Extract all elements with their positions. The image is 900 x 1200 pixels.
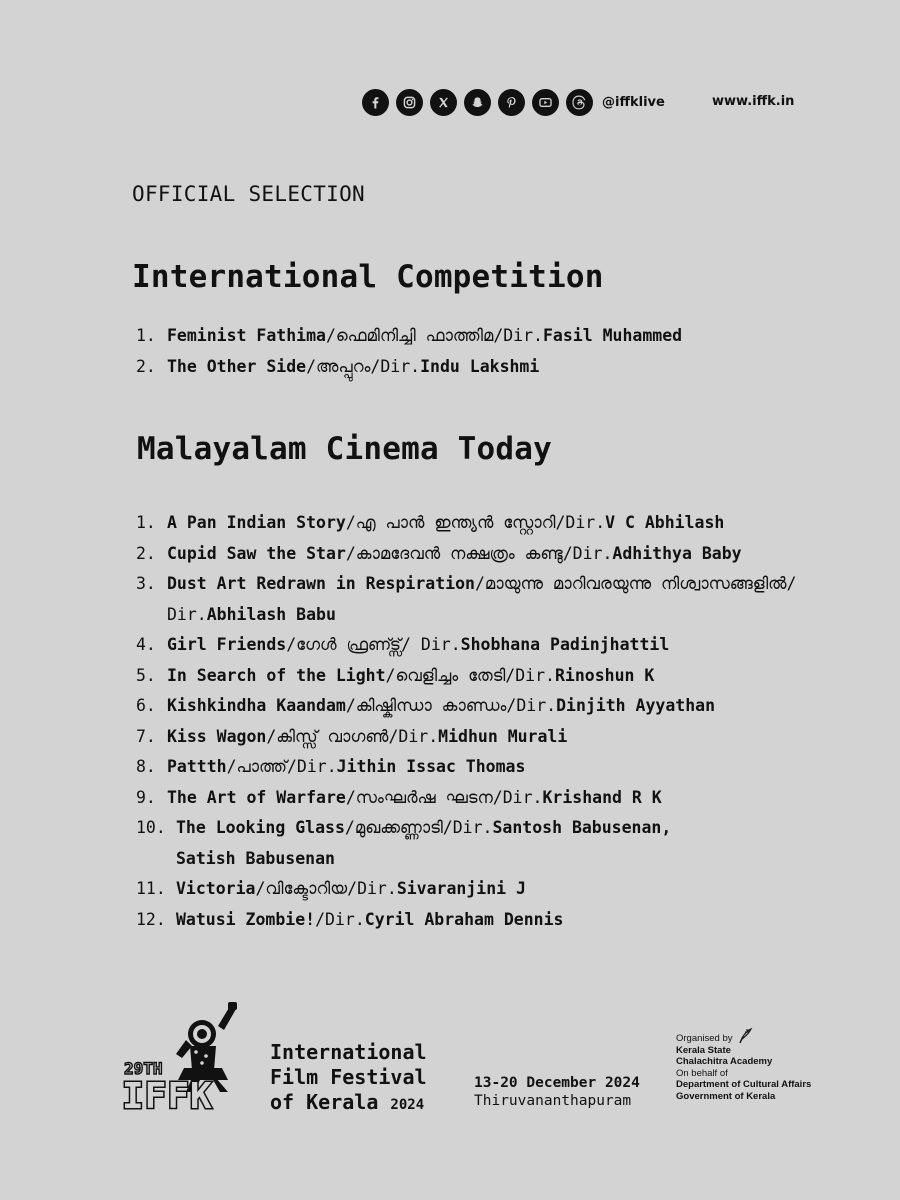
festival-line: Film Festival xyxy=(270,1065,427,1089)
malayalam-title: എ പാൻ ഇന്ത്യൻ സ്റ്റോറി xyxy=(355,513,556,532)
film-title: The Other Side xyxy=(167,356,307,376)
international-competition-heading: International Competition xyxy=(132,259,604,295)
item-number: 2. xyxy=(136,356,156,376)
director-name: Santosh Babusenan, xyxy=(492,818,672,837)
org-name: Kerala State xyxy=(676,1044,731,1056)
director-name: Indu Lakshmi xyxy=(420,356,540,376)
festival-year: 2024 xyxy=(390,1097,425,1113)
festival-line xyxy=(270,1090,427,1118)
logo-edition: 29TH xyxy=(124,1059,163,1078)
item-number: 7. xyxy=(136,726,156,746)
director-name: Cyril Abraham Dennis xyxy=(364,909,564,929)
film-title: Feminist Fathima xyxy=(167,326,326,345)
list-item: 6. Kishkindha Kaandam/കിഷ്കിന്ധാ കാണ്ഡം/Dir.Dinjith Ayyathan xyxy=(136,691,796,722)
social-handle[interactable]: @iffklive xyxy=(602,95,665,110)
festival-line3: of Kerala xyxy=(270,1090,379,1114)
list-item: 4. Girl Friends/ഗേൾ ഫ്രണ്ട്സ്/ Dir.Shobhana Padinjhattil xyxy=(136,630,796,661)
dir-prefix: Dir. xyxy=(357,879,397,898)
list-item: 3. Dust Art Redrawn in Respiration/മായുന്നു മാറിവരയുന്നു നിശ്വാസങ്ങളിൽ/ xyxy=(136,569,796,600)
film-title: The Art of Warfare xyxy=(167,787,346,807)
instagram-icon[interactable] xyxy=(396,89,423,116)
dir-prefix: Dir. xyxy=(296,757,337,776)
director-name: Dinjith Ayyathan xyxy=(556,696,716,715)
malayalam-title: കാമദേവൻ നക്ഷത്രം കണ്ടു xyxy=(355,543,563,563)
dir-prefix: Dir. xyxy=(380,356,421,376)
festival-line: International xyxy=(270,1040,427,1064)
dir-prefix: Dir. xyxy=(502,787,543,807)
list-item: 2. Cupid Saw the Star/കാമദേവൻ നക്ഷത്രം കണ്ടു/Dir.Adhithya Baby xyxy=(136,539,796,570)
film-title: Dust Art Redrawn in Respiration xyxy=(167,574,475,593)
dir-prefix: Dir. xyxy=(398,726,439,746)
social-bar xyxy=(362,89,665,116)
malayalam-title: മുഖക്കണ്ണാടി xyxy=(354,818,443,837)
malayalam-title: കിഷ്കിന്ധാ കാണ്ഡം xyxy=(355,696,507,715)
x-icon[interactable] xyxy=(430,89,457,116)
dir-prefix: Dir. xyxy=(565,513,606,532)
dir-prefix: Dir. xyxy=(325,909,365,929)
pinterest-icon[interactable] xyxy=(498,89,525,116)
item-number: 8. xyxy=(136,757,156,776)
govt-name: Government of Kerala xyxy=(676,1090,776,1102)
snapchat-icon[interactable] xyxy=(464,89,491,116)
director-name: V C Abhilash xyxy=(605,513,725,532)
dept-name: Department of Cultural Affairs xyxy=(676,1079,812,1090)
facebook-icon[interactable] xyxy=(362,89,389,116)
item-number: 3. xyxy=(136,574,156,593)
malayalam-title: അപ്പുറം xyxy=(316,356,371,376)
malayalam-title: ഗേൾ ഫ്രണ്ട്സ് xyxy=(296,635,402,654)
org-line: On behalf of xyxy=(676,1067,728,1079)
item-number: 1. xyxy=(136,513,156,532)
malayalam-title: സംഘർഷ ഘടന xyxy=(355,787,493,807)
director-name: Adhithya Baby xyxy=(612,543,742,563)
malayalam-cinema-today-list xyxy=(136,508,796,935)
dir-prefix: Dir. xyxy=(452,818,493,837)
list-item: 8. Pattth/പാത്ത്/Dir.Jithin Issac Thomas xyxy=(136,752,796,783)
dir-prefix: Dir. xyxy=(515,665,555,685)
malayalam-title: വിക്ടോറിയ xyxy=(265,879,348,898)
dir-prefix: Dir. xyxy=(516,696,557,715)
list-item: 12. Watusi Zombie!/Dir.Cyril Abraham Dennis xyxy=(136,905,796,936)
dir-prefix: Dir. xyxy=(420,635,461,654)
organiser-block xyxy=(676,1033,811,1102)
dir-prefix: Dir. xyxy=(503,326,543,345)
director-name: Jithin Issac Thomas xyxy=(336,757,526,776)
website-link[interactable]: www.iffk.in xyxy=(712,94,795,109)
international-competition-list xyxy=(136,321,682,382)
item-number: 12. xyxy=(136,909,166,929)
list-item: 2. The Other Side/അപ്പുറം/Dir.Indu Lakshmi xyxy=(136,352,682,383)
film-title: Girl Friends xyxy=(167,635,287,654)
date-range: 13-20 December 2024 xyxy=(474,1075,640,1091)
item-number: 11. xyxy=(136,879,166,898)
director-name: Rinoshun K xyxy=(554,665,655,685)
film-title: Watusi Zombie! xyxy=(176,909,316,929)
director-name: Sivaranjini J xyxy=(396,879,526,898)
list-item: 9. The Art of Warfare/സംഘർഷ ഘടന/Dir.Krishand R K xyxy=(136,783,796,814)
org-line: Organised by xyxy=(676,1033,733,1044)
malayalam-title: പാത്ത് xyxy=(236,757,287,776)
venue: Thiruvananthapuram xyxy=(474,1093,632,1109)
malayalam-title: വെളിച്ചം തേടി xyxy=(395,665,506,685)
academy-emblem-icon xyxy=(736,1027,754,1045)
film-title: In Search of the Light xyxy=(167,665,386,685)
item-number: 4. xyxy=(136,635,156,654)
threads-icon[interactable] xyxy=(566,89,593,116)
org-name: Chalachitra Academy xyxy=(676,1056,773,1067)
malayalam-title: ഫെമിനിച്ചി ഫാത്തിമ xyxy=(335,326,494,345)
director-name: Midhun Murali xyxy=(438,726,568,746)
list-item: 5. In Search of the Light/വെളിച്ചം തേടി/Dir.Rinoshun K xyxy=(136,661,796,692)
list-item: 1. A Pan Indian Story/എ പാൻ ഇന്ത്യൻ സ്റ്റോറി/Dir.V C Abhilash xyxy=(136,508,796,539)
film-title: Pattth xyxy=(167,757,227,776)
list-item-continuation xyxy=(136,600,796,631)
malayalam-cinema-today-heading: Malayalam Cinema Today xyxy=(137,431,552,467)
director-name-cont: Satish Babusenan xyxy=(176,848,335,868)
malayalam-title: കിസ്സ് വാഗൺ xyxy=(276,726,389,746)
malayalam-title: മായുന്നു മാറിവരയുന്നു നിശ്വാസങ്ങളിൽ xyxy=(484,574,787,593)
item-number: 9. xyxy=(136,787,156,807)
dir-prefix: Dir. xyxy=(572,543,613,563)
list-item-continuation xyxy=(136,844,796,875)
item-number: 2. xyxy=(136,543,156,563)
youtube-icon[interactable] xyxy=(532,89,559,116)
official-selection-label: OFFICIAL SELECTION xyxy=(132,182,365,206)
director-name: Abhilash Babu xyxy=(206,604,336,624)
item-number: 10. xyxy=(136,818,166,837)
item-number: 1. xyxy=(136,326,156,345)
logo-text: IFFK xyxy=(122,1076,213,1112)
item-number: 6. xyxy=(136,696,156,715)
film-title: The Looking Glass xyxy=(176,818,345,837)
list-item: 1. Feminist Fathima/ഫെമിനിച്ചി ഫാത്തിമ/Dir.Fasil Muhammed xyxy=(136,321,682,352)
list-item: 10. The Looking Glass/മുഖക്കണ്ണാടി/Dir.Santosh Babusenan, xyxy=(136,813,796,844)
dir-prefix: Dir. xyxy=(167,604,207,624)
festival-name xyxy=(270,1040,427,1118)
film-title: Kiss Wagon xyxy=(167,726,267,746)
director-name: Krishand R K xyxy=(542,787,662,807)
film-title: A Pan Indian Story xyxy=(167,513,346,532)
film-title: Kishkindha Kaandam xyxy=(167,696,346,715)
director-name: Fasil Muhammed xyxy=(543,326,683,345)
list-item: 7. Kiss Wagon/കിസ്സ് വാഗൺ/Dir.Midhun Murali xyxy=(136,722,796,753)
film-title: Victoria xyxy=(176,879,256,898)
iffk-logo xyxy=(120,1000,250,1112)
list-item: 11. Victoria/വിക്ടോറിയ/Dir.Sivaranjini J xyxy=(136,874,796,905)
film-title: Cupid Saw the Star xyxy=(167,543,346,563)
director-name: Shobhana Padinjhattil xyxy=(460,635,670,654)
item-number: 5. xyxy=(136,665,156,685)
festival-dates xyxy=(474,1074,640,1110)
